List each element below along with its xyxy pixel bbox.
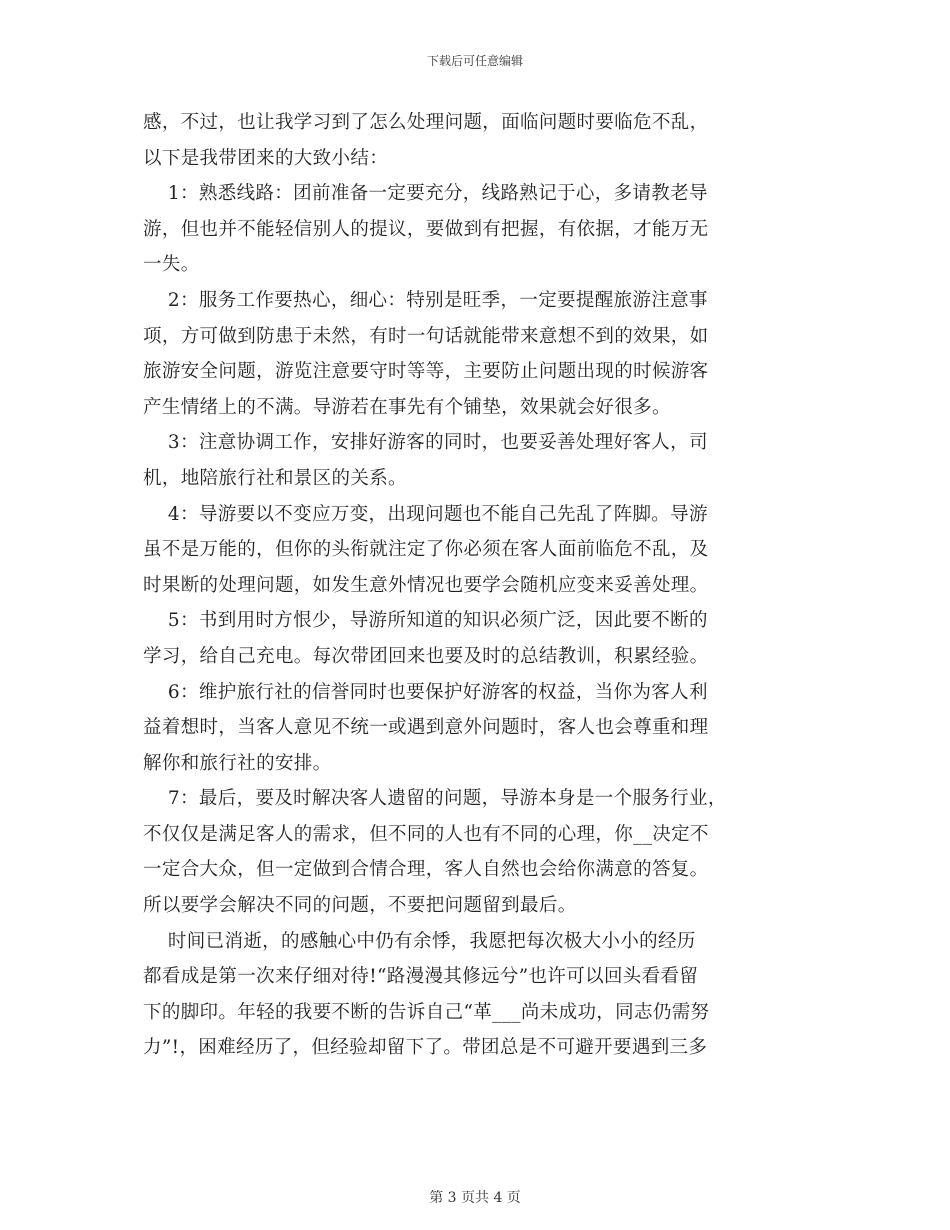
text-line: 游，但也并不能轻信别人的提议，要做到有把握，有依据，才能万无 — [143, 218, 709, 240]
text-line: 学习，给自己充电。每次带团回来也要及时的总结教训，积累经验。 — [143, 645, 709, 667]
text-line: 虽不是万能的，但你的头衔就注定了你必须在客人面前临危不乱，及 — [143, 539, 709, 561]
text-line: 2：服务工作要热心，细心：特别是旺季，一定要提醒旅游注意事 — [143, 289, 708, 311]
text-line: 下的脚印。年轻的我要不断的告诉自己“革___尚未成功，同志仍需努 — [143, 1001, 710, 1023]
text-line: 时果断的处理问题，如发生意外情况也要学会随机应变来妥善处理。 — [143, 574, 709, 596]
page-footer: 第 3 页共 4 页 — [429, 1190, 521, 1206]
text-line: 时间已消逝，的感触心中仍有余悸，我愿把每次极大小小的经历 — [143, 930, 696, 952]
text-line: 一定合大众，但一定做到合情合理，客人自然也会给你满意的答复。 — [143, 859, 709, 881]
text-line: 3：注意协调工作，安排好游客的同时，也要妥善处理好客人，司 — [143, 432, 708, 454]
text-line: 项，方可做到防患于未然，有时一句话就能带来意想不到的效果，如 — [143, 325, 709, 347]
text-line: 感，不过，也让我学习到了怎么处理问题，面临问题时要临危不乱， — [143, 112, 709, 133]
text-line: 都看成是第一次来仔细对待!“路漫漫其修远兮”也许可以回头看看留 — [143, 966, 699, 988]
text-line: 以下是我带团来的大致小结： — [143, 147, 389, 169]
page-header: 下载后可任意编辑 — [426, 54, 523, 68]
text-line: 益着想时，当客人意见不统一或遇到意外问题时，客人也会尊重和理 — [143, 717, 709, 739]
text-line: 力”!，困难经历了，但经验却留下了。带团总是不可避开要遇到三多 — [143, 1037, 708, 1059]
text-line: 解你和旅行社的安排。 — [143, 752, 332, 774]
document-body — [143, 105, 823, 1066]
text-line: 一失。 — [143, 254, 200, 276]
text-line: 产生情绪上的不满。导游若在事先有个铺垫，效果就会好很多。 — [143, 396, 671, 418]
text-line: 不仅仅是满足客人的需求，但不同的人也有不同的心理，你__决定不 — [143, 823, 709, 845]
text-line: 所以要学会解决不同的问题，不要把问题留到最后。 — [143, 895, 577, 917]
text-line: 旅游安全问题，游览注意要守时等等，主要防止问题出现的时候游客 — [143, 361, 709, 383]
text-line: 5：书到用时方恨少，导游所知道的知识必须广泛，因此要不断的 — [143, 610, 708, 632]
text-line: 1：熟悉线路：团前准备一定要充分，线路熟记于心，多请教老导 — [143, 183, 708, 205]
text-line: 4：导游要以不变应万变，出现问题也不能自己先乱了阵脚。导游 — [143, 503, 708, 525]
text-line: 机，地陪旅行社和景区的关系。 — [143, 467, 407, 489]
text-line: 7：最后，要及时解决客人遗留的问题，导游本身是一个服务行业， — [143, 788, 727, 810]
text-line: 6：维护旅行社的信誉同时也要保护好游客的权益，当你为客人利 — [143, 681, 708, 703]
